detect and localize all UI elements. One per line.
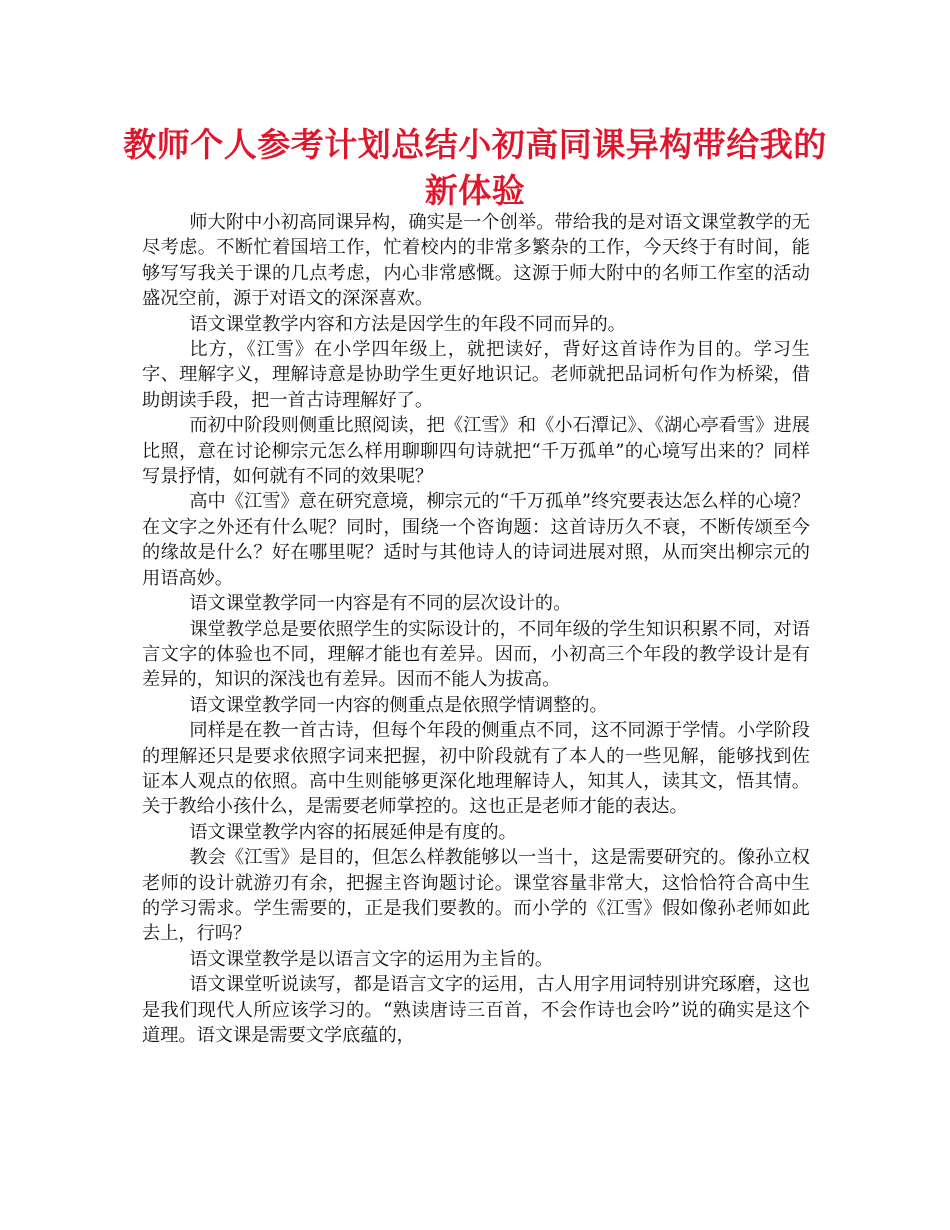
section-heading: 语文课堂教学是以语言文字的运用为主旨的。 xyxy=(189,948,554,970)
section-heading: 语文课堂教学同一内容的侧重点是依照学情调整的。 xyxy=(189,694,608,716)
section-heading: 语文课堂教学内容和方法是因学生的年段不同而异的。 xyxy=(189,313,626,335)
paragraph: 语文课堂听说读写，都是语言文字的运用，古人用字用词特别讲究琢磨，这也是我们现代人所应该学习的。“熟读唐诗三百首，不会作诗也会吟”说的确实是这个道理。语文课是需要文学底蕴的， xyxy=(142,974,810,1046)
paragraph: 而初中阶段则侧重比照阅读，把《江雪》和《小石潭记》、《湖心亭看雪》进展比照，意在讨论柳宗元怎么样用聊聊四句诗就把“千万孤单”的心境写出来的？同样写景抒情，如何就有不同的效果呢？ xyxy=(142,415,810,488)
paragraph: 高中《江雪》意在研究意境，柳宗元的“千万孤单”终究要表达怎么样的心境？在文字之外还有什么呢？同时，围绕一个咨询题：这首诗历久不衰，不断传颂至今的缘故是什么？好在哪里呢？适时与其他诗人的诗词进展对照，从而突出柳宗元的用语高妙。 xyxy=(142,491,810,589)
paragraph: 师大附中小初高同课异构，确实是一个创举。带给我的是对语文课堂教学的无尽考虑。不断忙着国培工作，忙着校内的非常多繁杂的工作，今天终于有时间，能够写写我关于课的几点考虑，内心非常感慨。这源于师大附中的名师工作室的活动盛况空前，源于对语文的深深喜欢。 xyxy=(142,212,810,310)
paragraph: 比方，《江雪》在小学四年级上，就把读好，背好这首诗作为目的。学习生字、理解字义，理解诗意是协助学生更好地识记。老师就把品词析句作为桥梁，借助朗读手段，把一首古诗理解好了。 xyxy=(142,339,810,411)
document-title: 教师个人参考计划总结小初高同课异构带给我的新体验 xyxy=(123,125,827,210)
paragraph: 同样是在教一首古诗，但每个年段的侧重点不同，这不同源于学情。小学阶段的理解还只是要求依照字词来把握，初中阶段就有了本人的一些见解，能够找到佐证本人观点的依照。高中生则能够更深化地理解诗人，知其人，读其文，悟其情。关于教给小孩什么，是需要老师掌控的。这也正是老师才能的表达。 xyxy=(142,720,810,818)
paragraph: 教会《江雪》是目的，但怎么样教能够以一当十，这是需要研究的。像孙立权老师的设计就游刃有余，把握主咨询题讨论。课堂容量非常大，这恰恰符合高中生的学习需求。学生需要的，正是我们要教的。而小学的《江雪》假如像孙老师如此去上，行吗？ xyxy=(142,847,810,945)
section-heading: 语文课堂教学内容的拓展延伸是有度的。 xyxy=(189,821,517,843)
section-heading: 语文课堂教学同一内容是有不同的层次设计的。 xyxy=(189,593,572,615)
paragraph: 课堂教学总是要依照学生的实际设计的，不同年级的学生知识积累不同，对语言文字的体验也不同，理解才能也有差异。因而，小初高三个年段的教学设计是有差异的，知识的深浅也有差异。因而不能人为拔高。 xyxy=(142,618,810,691)
document-body xyxy=(142,210,810,1048)
